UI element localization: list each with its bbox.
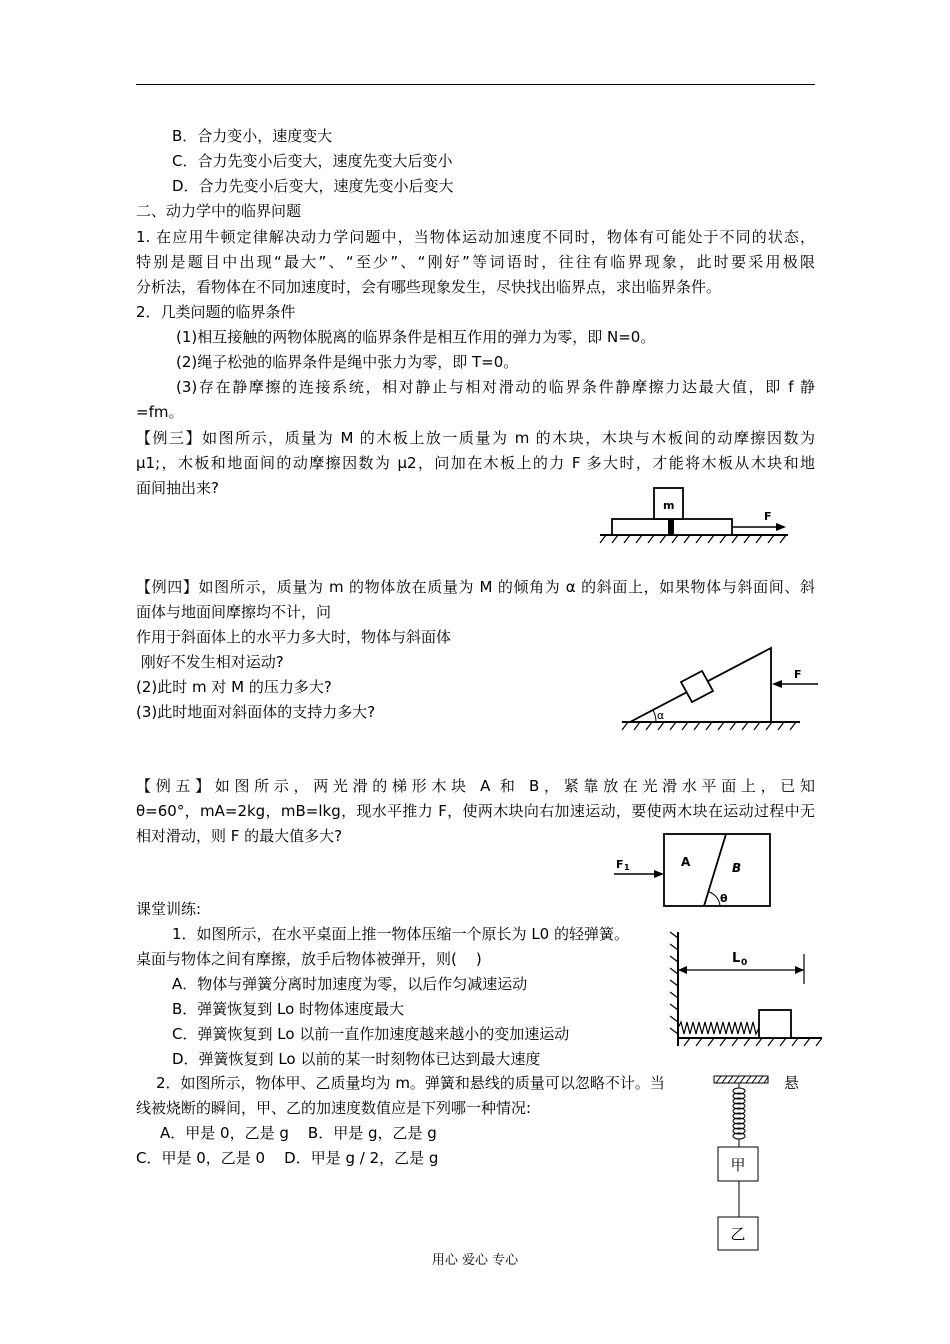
practice-title: 课堂训练:	[136, 900, 202, 918]
section-p1-line2: 特别是题目中出现“最大”、“至少”、“刚好”等词语时，往往有临界现象，此时要采用极限	[136, 253, 815, 271]
angle-arc	[653, 710, 656, 722]
q2-line1: 2．如图所示，物体甲、乙质量均为 m。弹簧和悬线的质量可以忽略不计。当	[156, 1074, 665, 1092]
force-label: F	[764, 510, 772, 523]
option-d-prev: D．合力先变小后变大，速度先变小后变大	[172, 177, 454, 195]
box-yi-label: 乙	[730, 1225, 746, 1243]
example3-line3: 面间抽出来?	[136, 479, 219, 497]
table-hatch	[684, 1038, 822, 1046]
example5-figure	[608, 830, 788, 910]
header-rule	[136, 84, 815, 85]
force-arrow-head	[654, 870, 664, 878]
option-b-prev: B．合力变小，速度变大	[172, 127, 333, 145]
q1-figure	[660, 924, 830, 1054]
force-subscript: 1	[624, 863, 630, 872]
length-arrow-right	[795, 966, 804, 974]
section-heading: 二、动力学中的临界问题	[136, 202, 302, 220]
q2-line2: 线被烧断的瞬间，甲、乙的加速度数值应是下列哪一种情况:	[136, 1099, 532, 1117]
force-arrow-head	[776, 523, 786, 531]
section-p2-title: 2．几类问题的临界条件	[136, 303, 296, 321]
example4-line1: 【例四】如图所示，质量为 m 的物体放在质量为 M 的倾角为 α 的斜面上，如果物体与斜面间、斜	[136, 578, 815, 596]
section-p1-line3: 分析法，看物体在不同加速度时，会有哪些现象发生，尽快找出临界点，求出临界条件。	[136, 278, 722, 296]
q1-line2: 桌面与物体之间有摩擦，放手后物体被弹开，则( )	[136, 950, 482, 968]
q1-option-a: A．物体与弹簧分离时加速度为零，以后作匀减速运动	[172, 975, 528, 993]
example3-line2: μ1;，木板和地面间的动摩擦因数为 μ2，问加在木板上的力 F 多大时，才能将木板从木块和地	[136, 454, 815, 472]
example4-figure	[600, 638, 825, 738]
force-label: F	[794, 668, 802, 681]
q1-line1: 1．如图所示，在水平桌面上推一物体压缩一个原长为 L0 的轻弹簧。	[172, 925, 629, 943]
q1-option-c: C．弹簧恢复到 Lo 以前一直作加速度越来越小的变加速运动	[172, 1025, 570, 1043]
ground-hatch	[600, 535, 786, 543]
wall-hatch	[670, 932, 678, 1034]
force-label: F	[616, 858, 624, 871]
block	[759, 1010, 791, 1038]
q2-figure	[706, 1072, 776, 1257]
example5-line1: 【例五】如图所示，两光滑的梯形木块 A 和 B，紧靠放在光滑水平面上，已知	[136, 777, 815, 795]
length-label: L	[732, 951, 741, 966]
example4-line4: 刚好不发生相对运动?	[136, 653, 284, 671]
box-jia-label: 甲	[730, 1156, 746, 1174]
spring	[733, 1088, 745, 1139]
example4-line5: (2)此时 m 对 M 的压力多大?	[136, 678, 332, 696]
block-a-label: A	[681, 855, 691, 869]
force-arrow-head	[772, 680, 782, 688]
q2-options-row1: A．甲是 0，乙是 g B．甲是 g，乙是 g	[160, 1124, 437, 1142]
q2-options-row2: C．甲是 0，乙是 0 D．甲是 g / 2，乙是 g	[136, 1149, 439, 1167]
example4-line2: 面体与地面间摩擦均不计，问	[136, 603, 332, 621]
section-p1-line1: 1. 在应用牛顿定律解决动力学问题中，当物体运动加速度不同时，物体有可能处于不同的状态，	[136, 228, 815, 246]
option-c-prev: C．合力先变小后变大，速度先变大后变小	[172, 152, 453, 170]
condition-3-cont: =fm。	[136, 403, 184, 421]
theta-label: θ	[720, 892, 728, 905]
example3-figure	[592, 478, 802, 548]
condition-1: (1)相互接触的两物体脱离的临界条件是相互作用的弹力为零，即 N=0。	[176, 328, 656, 346]
q1-option-d: D．弹簧恢复到 Lo 以前的某一时刻物体已达到最大速度	[172, 1050, 541, 1068]
example3-line1: 【例三】如图所示，质量为 M 的木板上放一质量为 m 的木块，木块与木板间的动摩擦因数为	[136, 429, 815, 447]
page-footer: 用心 爱心 专心	[431, 1253, 519, 1268]
condition-2: (2)绳子松弛的临界条件是绳中张力为零，即 T=0。	[176, 353, 519, 371]
block-m-label: m	[663, 499, 675, 512]
example5-line3: 相对滑动，则 F 的最大值多大?	[136, 827, 343, 845]
example4-line3: 作用于斜面体上的水平力多大时，物体与斜面体	[136, 628, 452, 646]
spring	[678, 1022, 759, 1034]
angle-label: α	[657, 709, 665, 722]
example5-line2: θ=60°，mA=2kg，mB=lkg，现水平推力 F，使两木块向右加速运动，要使两木块在运动过程中无	[136, 802, 815, 820]
condition-3: (3)存在静摩擦的连接系统，相对静止与相对滑动的临界条件静摩擦力达最大值，即 f 静	[176, 378, 815, 396]
q1-option-b: B．弹簧恢复到 Lo 时物体速度最大	[172, 1000, 405, 1018]
q2-line1-tail: 悬	[784, 1074, 800, 1092]
example4-line6: (3)此时地面对斜面体的支持力多大?	[136, 703, 376, 721]
board-mark	[668, 519, 674, 535]
block-m	[681, 671, 713, 702]
block-b-label: B	[732, 861, 742, 875]
length-subscript: 0	[741, 958, 748, 968]
ground-hatch	[622, 722, 796, 730]
length-arrow-left	[678, 966, 687, 974]
trapezoid-blocks	[664, 834, 770, 906]
